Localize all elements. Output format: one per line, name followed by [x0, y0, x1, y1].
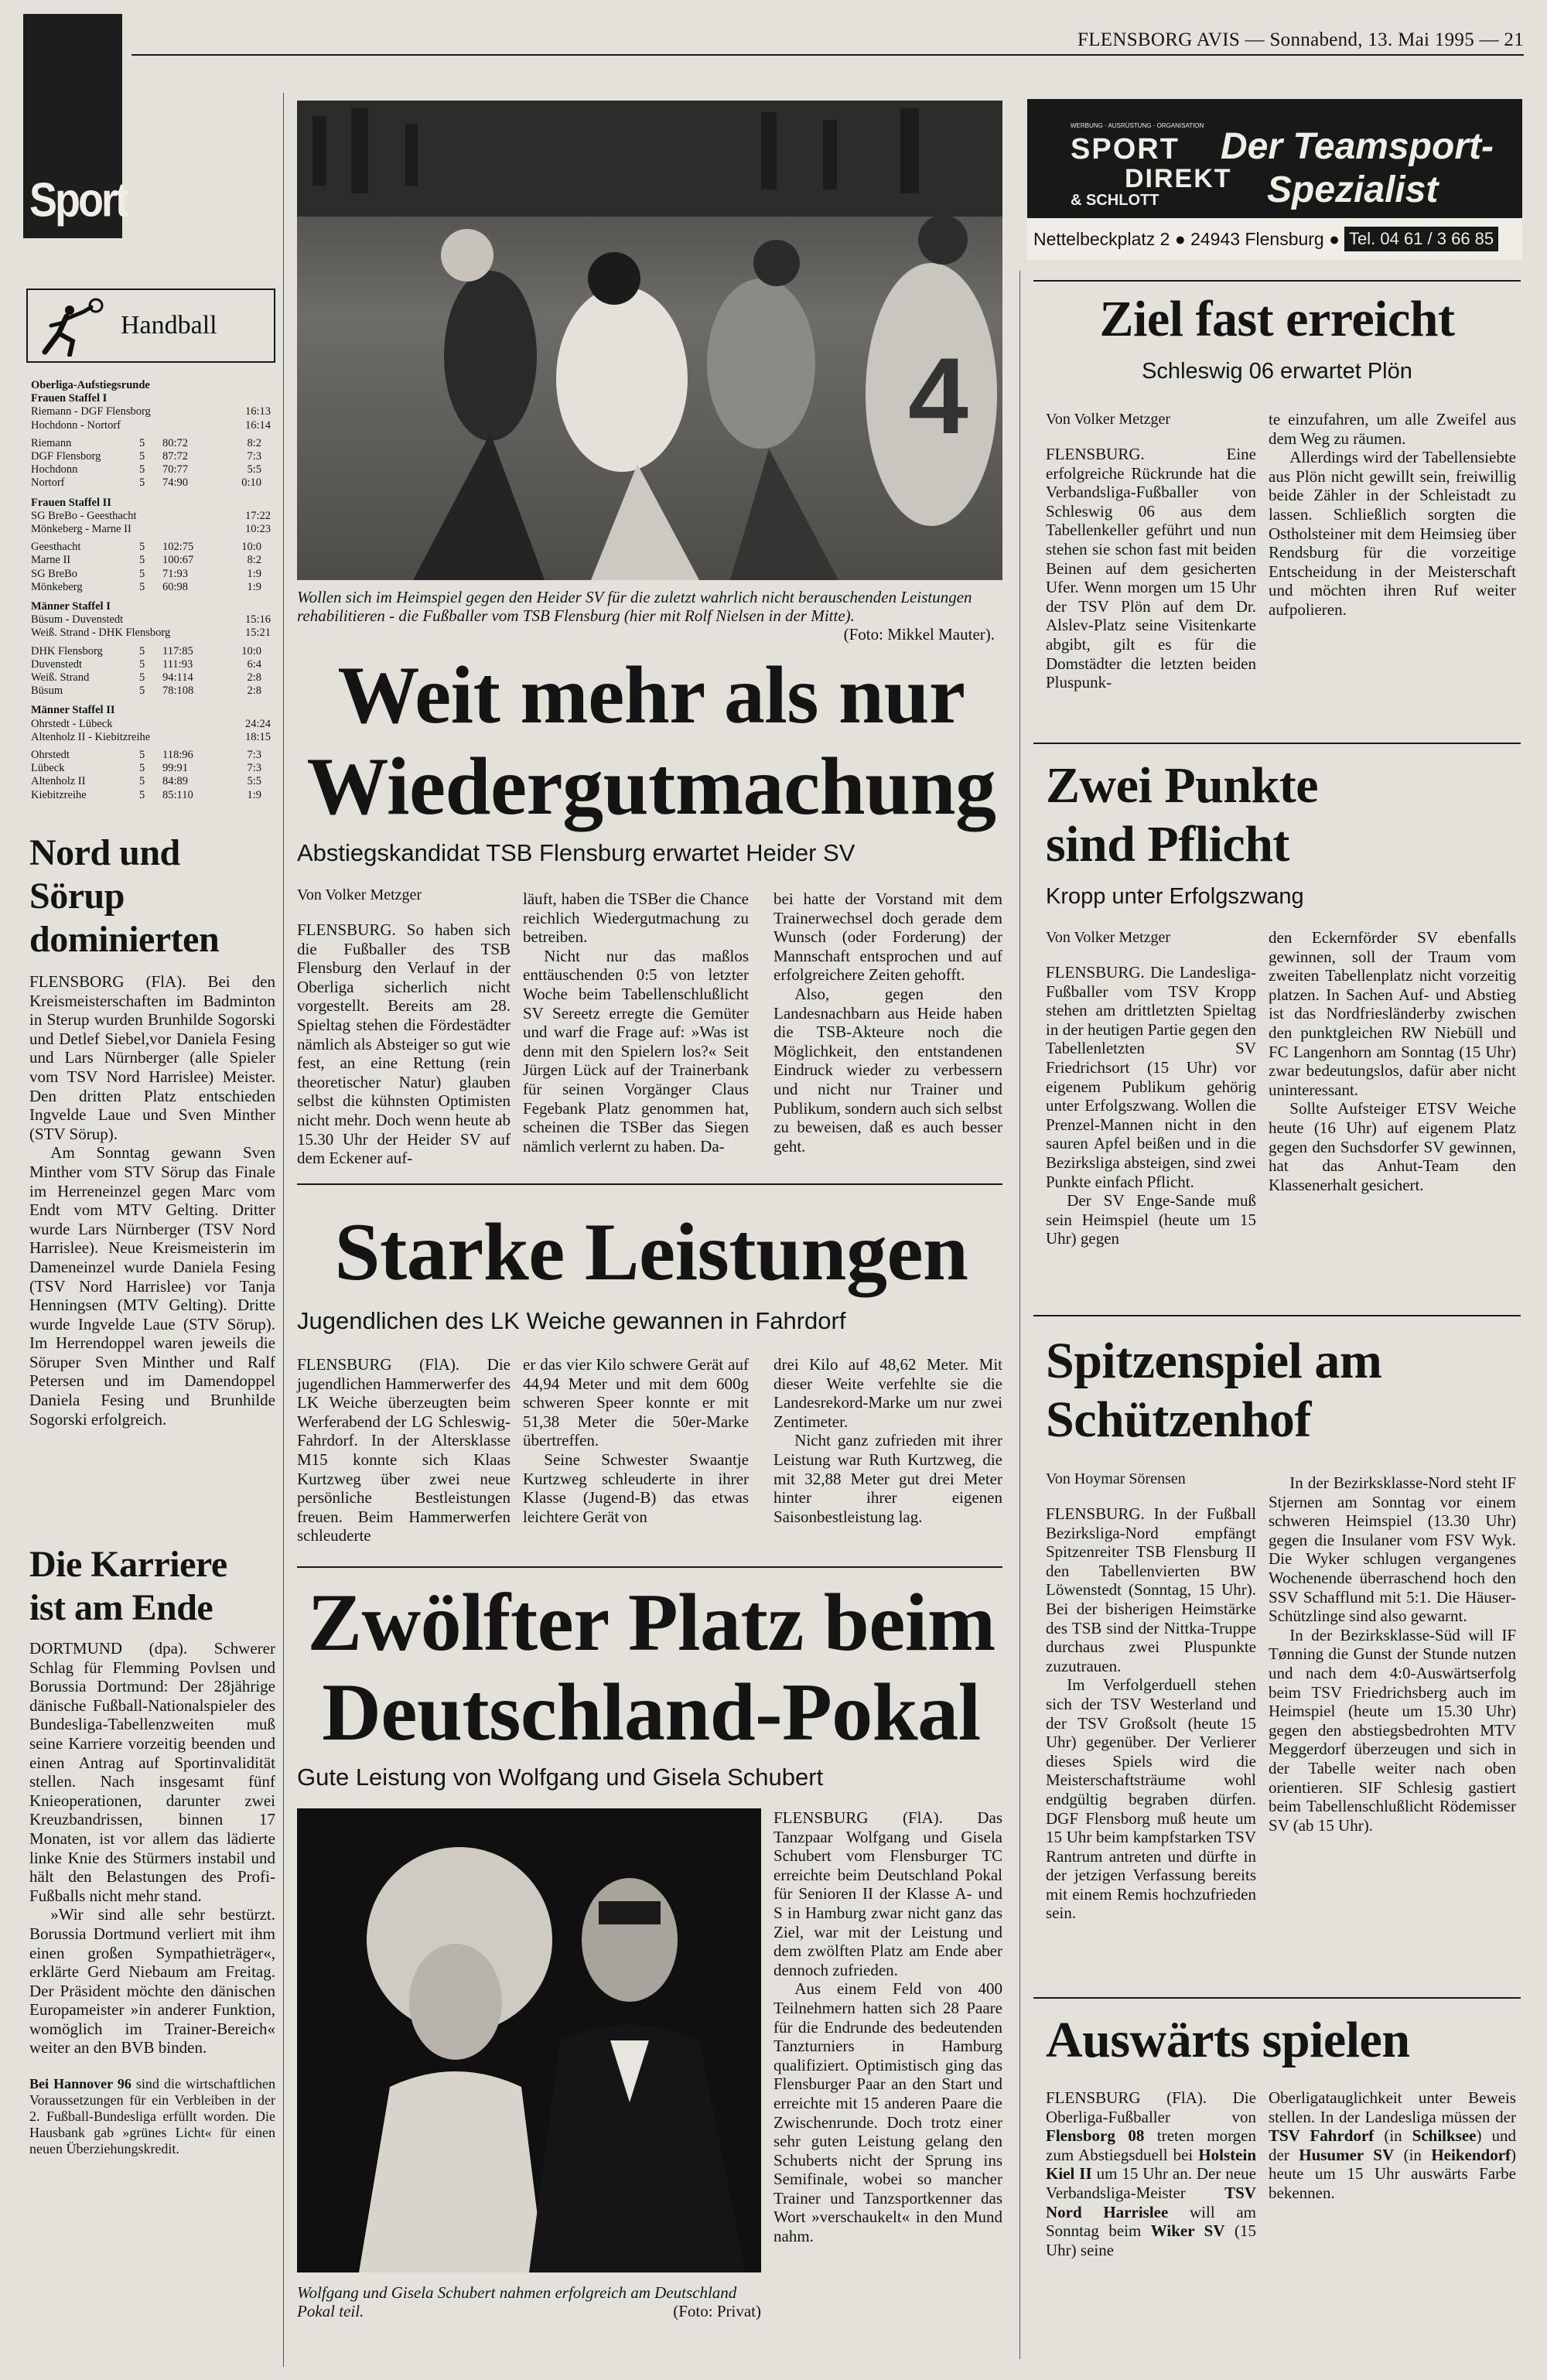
ad-slogan-1: Der Teamsport- [1221, 126, 1494, 167]
ad-logo-small: WERBUNG · AUSRÜSTUNG · ORGANISATION [1071, 122, 1204, 129]
standing-goals: 84:89 [162, 775, 189, 788]
nord-headline [29, 831, 275, 961]
standing-games: 5 [139, 644, 145, 657]
handball-title: Handball [121, 311, 217, 340]
zwolfter-headline-line-2: Deutschland-Pokal [322, 1667, 981, 1757]
standing-games: 5 [139, 436, 145, 449]
standing-row [31, 568, 271, 581]
zwei-col2-text-b: Sollte Aufsteiger ETSV Weiche heute (16 Uhr) auf eigenem Platz gegen den Suchsdorfer SV gewinnen, hat das Anhut-Team den Klassenerhalt gesichert. [1269, 1099, 1516, 1194]
ad-slogan-2: Spezialist [1267, 169, 1439, 210]
football-photo-caption [297, 588, 1002, 644]
standing-team: Weiß. Strand [31, 671, 90, 685]
weit-column-3 [774, 890, 1002, 1156]
nord-headline-line-3: dominierten [29, 919, 220, 960]
zwei-column-1 [1046, 928, 1256, 1248]
standing-points: 5:5 [247, 463, 261, 476]
ziel-col2-text-b: Allerdings wird der Tabellensiebte aus Plön nicht gewillt sein, freiwillig beide Zähler in der Schleistadt zu lassen. Schließlich sorgten die Ostholsteiner mit dem Heimsieg über Rendsburg für die vorzeitige Entscheidung in der Meisterschaft und möchten ihren Ruf weiter aufpolieren. [1269, 448, 1516, 619]
hannover-note-text: sind die wirtschaftlichen Voraussetzungen für ein Verbleiben in der 2. Fußball-Bundesliga erfüllt worden. Die Hausbank gab »grünes Licht« für einen neuen Überziehungskredit. [29, 2076, 276, 2157]
zwei-headline-line-2: sind Pflicht [1046, 816, 1289, 872]
result-match: Ohrstedt - Lübeck [31, 717, 113, 730]
spitzen-col1-text: FLENSBURG. In der Fußball Bezirksliga-Nord empfängt Spitzenreiter TSB Flensburg II den Tabellenvierten BW Löwenstedt (Sonntag, 15 Uhr). Bei der bisherigen Heimstärke des TSB sind der Nittka-Truppe durchaus zwei Pluspunkte zuzutrauen. [1046, 1504, 1256, 1675]
result-row [31, 731, 271, 744]
standing-points: 7:3 [247, 450, 261, 463]
standing-games: 5 [139, 567, 145, 580]
standing-points: 1:9 [247, 567, 261, 580]
standing-goals: 99:91 [162, 762, 189, 775]
result-score: 18:15 [244, 730, 271, 743]
standing-team: Marne II [31, 554, 71, 567]
spitzen-col1-text-b: Im Verfolgerduell stehen sich der TSV Westerland und der TSV Großsolt (heute 15 Uhr) gegenüber. Der Verlierer dieses Spiels wird die Meisterschaftsträume wohl endgültig begraben dürfen. DGF Flensborg muß heute um 15 Uhr beim kampfstarken TSV Rantrum antreten und dürfte in der jetzigen Verfassung bereits mit einem Remis hochzufrieden sein. [1046, 1675, 1256, 1923]
spitzen-byline: Von Hoymar Sörensen [1046, 1470, 1186, 1487]
spitzen-col2-text-b: In der Bezirksklasse-Süd will IF Tønning die Gunst der Stunde nutzen und nach dem 4:0-Auswärtserfolg beim TSV Friedrichsberg auch im Heimspiel (heute um 15.30 Uhr) gegen den abstiegsbedrohten MTV Meggerdorf überzeugen und sich in der Tabelle weiter nach oben orientieren. SIF Schlesig gastiert beim Tabellenschlußlicht Rödemisser SV (ab 15 Uhr). [1269, 1625, 1516, 1835]
spitzen-headline-line-1: Spitzenspiel am [1046, 1333, 1382, 1389]
auswarts-column-1 [1046, 2088, 1256, 2259]
standing-team: Nortorf [31, 476, 65, 490]
rule-ziel-top [1033, 280, 1521, 282]
standing-team: Ohrstedt [31, 749, 70, 762]
standing-team: Mönkeberg [31, 580, 83, 593]
result-match: Weiß. Strand - DHK Flensborg [31, 627, 171, 640]
result-match: SG BreBo - Geesthacht [31, 509, 137, 522]
zwolfter-paragraph-1: FLENSBURG (FlA). Das Tanzpaar Wolfgang und Gisela Schubert vom Flensburger TC erreichte beim Deutschland Pokal für Senioren II der Klasse A- und S in Hamburg zwar nicht ganz das Ziel, war mit der Leistung und dem zwölften Platz am Ende aber dennoch zufrieden. [774, 1808, 1002, 1979]
standing-row [31, 645, 271, 658]
standing-team: Altenholz II [31, 775, 86, 788]
ziel-headline: Ziel fast erreicht [1099, 291, 1455, 347]
result-score: 15:21 [244, 627, 271, 640]
result-row [31, 627, 271, 640]
standing-row [31, 775, 271, 788]
karriere-headline-line-2: ist am Ende [29, 1587, 213, 1628]
masthead: FLENSBORG AVIS — Sonnabend, 13. Mai 1995 — 21 [1077, 29, 1524, 50]
svg-text:4: 4 [908, 335, 968, 456]
zwei-headline-line-1: Zwei Punkte [1046, 757, 1319, 814]
standing-goals: 94:114 [162, 671, 193, 685]
sport-direkt-ad [1027, 99, 1522, 260]
zwei-byline: Von Volker Metzger [1046, 929, 1171, 946]
section-title: Sport [29, 173, 127, 227]
starke-column-1 [297, 1355, 511, 1545]
weit-headline [288, 650, 1015, 832]
zwei-headline [1046, 756, 1510, 874]
standing-team: SG BreBo [31, 567, 78, 580]
dance-photo-caption [297, 2283, 761, 2320]
hannover-note [29, 2076, 275, 2157]
standing-points: 10:0 [241, 541, 261, 554]
standing-points: 1:9 [247, 788, 261, 801]
zwolfter-headline-line-1: Zwölfter Platz beim [307, 1577, 995, 1668]
standing-goals: 102:75 [162, 541, 194, 554]
standing-row [31, 658, 271, 671]
standing-games: 5 [139, 749, 145, 762]
standing-goals: 111:93 [162, 657, 193, 671]
ziel-subtitle: Schleswig 06 erwartet Plön [1142, 359, 1412, 384]
dance-caption-text: Wolfgang und Gisela Schubert nahmen erfolgreich am Deutschland Pokal teil. [297, 2283, 737, 2320]
standing-team: Geesthacht [31, 541, 81, 554]
ad-logo-line-1: SPORT [1071, 133, 1180, 166]
ziel-column-2 [1269, 410, 1516, 620]
weit-col3-text-a: bei hatte der Vorstand mit dem Trainerwechsel doch gerade dem Wunsch (oder Forderung) der Mannschaft entsprochen und auf erfolgreichere Zeiten gehofft. [774, 890, 1002, 985]
rule-zwei-top [1033, 743, 1521, 744]
result-match: Riemann - DGF Flensborg [31, 405, 151, 418]
nord-paragraph-1: FLENSBORG (FlA). Bei den Kreismeisterschaften im Badminton in Sterup wurden Brunhilde Sogorski und Detlef Siebel,vor Daniela Fesing und Lars Nürnberger (alle Spieler vom TSV Nord Harrislee) Meister. Den dritten Platz entschieden Ingvelde Laue und Sven Minther (STV Sörup). [29, 972, 275, 1143]
standing-games: 5 [139, 762, 145, 775]
dance-photo-image [297, 1808, 761, 2272]
standing-row [31, 749, 271, 762]
standing-team: Kiebitzreihe [31, 788, 87, 801]
weit-column-1 [297, 886, 511, 1168]
rule-auswarts-top [1033, 1997, 1521, 1999]
starke-col1-text: FLENSBURG (FlA). Die jugendlichen Hammerwerfer des LK Weiche überzeugten beim Werferabend der LG Schleswig-Fahrdorf. In der Altersklasse M15 konnte sich Klaas Kurtzweg über zwei neue persönliche Bestleistungen freuen. Beim Hammerwerfen schleuderte [297, 1355, 511, 1545]
staffel-name: Männer Staffel II [31, 704, 115, 717]
handball-header [26, 289, 275, 363]
standing-points: 5:5 [247, 775, 261, 788]
rule-spitzen-top [1033, 1315, 1521, 1316]
result-score: 16:14 [244, 418, 271, 432]
zwolfter-paragraph-2: Aus einem Feld von 400 Teilnehmern hatten sich 28 Paare für die Endrunde des bedeutenden Tanzturniers in Hamburg qualifiziert. Optimistisch ging das Flensburger Paar an den Start und erreichte mit 15 anderen Paare die Zwischenrunde. Doch trotz einer sehr guten Leistung gelang den Schuberts nicht der Sprung ins Semifinale, wobei so mancher Trainer und Tanzsportkenner das Wort »verschaukelt« in den Mund nahm. [774, 1979, 1002, 2246]
result-score: 15:16 [244, 613, 271, 627]
result-score: 24:24 [244, 717, 271, 730]
starke-headline: Starke Leistungen [334, 1207, 968, 1297]
spitzen-headline [1046, 1332, 1518, 1450]
weit-headline-line-1: Weit mehr als nur [337, 650, 965, 740]
nord-headline-line-2: Sörup [29, 876, 125, 917]
result-row [31, 510, 271, 523]
standing-goals: 60:98 [162, 580, 189, 593]
standing-games: 5 [139, 463, 145, 476]
starke-column-3 [774, 1355, 1002, 1526]
ziel-col2-text-a: te einzufahren, um alle Zweifel aus dem Weg zu räumen. [1269, 410, 1516, 448]
ad-address-bar [1027, 218, 1522, 260]
standing-points: 2:8 [247, 685, 261, 698]
standing-row [31, 789, 271, 802]
handball-player-icon [36, 295, 107, 357]
standing-games: 5 [139, 775, 145, 788]
staffel-name: Männer Staffel I [31, 600, 111, 613]
nord-headline-line-1: Nord und [29, 832, 180, 873]
weit-col2-text-a: läuft, haben die TSBer die Chance reichlich Wiedergutmachung zu betreiben. [523, 890, 749, 947]
standing-team: Hochdonn [31, 463, 78, 476]
zwolfter-subtitle: Gute Leistung von Wolfgang und Gisela Schubert [297, 1764, 824, 1791]
standing-row [31, 554, 271, 567]
karriere-headline [29, 1543, 275, 1630]
football-caption-text: Wollen sich im Heimspiel gegen den Heider SV für die zuletzt wahrlich nicht berauschenden Leistungen rehabilitieren - die Fußballer vom TSB Flensburg (hier mit Rolf Nielsen in der Mitte). [297, 588, 972, 625]
karriere-article [29, 1543, 275, 2157]
standing-games: 5 [139, 541, 145, 554]
weit-column-2 [523, 890, 749, 1156]
standing-row [31, 762, 271, 775]
standing-goals: 118:96 [162, 749, 193, 762]
result-score: 17:22 [244, 509, 271, 522]
standing-row [31, 463, 271, 476]
standing-points: 7:3 [247, 762, 261, 775]
zwolfter-column [774, 1808, 1002, 2246]
ad-logo-line-3: & SCHLOTT [1071, 192, 1159, 209]
standing-goals: 78:108 [162, 685, 194, 698]
handball-table [31, 379, 271, 802]
result-row [31, 405, 271, 418]
standing-goals: 100:67 [162, 554, 194, 567]
standing-games: 5 [139, 671, 145, 685]
weit-col2-text-b: Nicht nur das maßlos enttäuschenden 0:5 von letzter Woche beim Tabellenschlußlicht SV Sereetz erregte die Gemüter und warf die Frage auf: »Was ist denn mit den Spielern los?« Seit Jürgen Lück auf der Trainerbank für seinen Vorgänger Claus Fegebank Platz genommen hat, scheinen die TSBer das Siegen nämlich verlernt zu haben. Da- [523, 946, 749, 1156]
weit-byline: Von Volker Metzger [297, 886, 422, 903]
standing-points: 10:0 [241, 644, 261, 657]
auswarts-column-2 [1269, 2088, 1516, 2203]
nord-article [29, 831, 275, 1429]
standing-goals: 117:85 [162, 644, 193, 657]
starke-col2-text-a: er das vier Kilo schwere Gerät auf 44,94 Meter und mit dem 600g schweren Speer konnte er mit 51,38 Meter die 50er-Marke übertreffen. [523, 1355, 749, 1450]
standing-team: DHK Flensborg [31, 644, 103, 657]
weit-col3-text-b: Also, gegen den Landesnachbarn aus Heide haben die TSB-Akteure noch die Möglichkeit, den entstandenen Eindruck wieder zu verbessern und nicht nur Trainer und Publikum, sondern auch sich selbst zu beweisen, daß es auch besser geht. [774, 984, 1002, 1156]
nord-paragraph-2: Am Sonntag gewann Sven Minther vom STV Sörup das Finale im Herreneinzel gegen Marc vom Endt vom MTV Gelting. Dritter wurde Lars Nürnberger (TSV Nord Harrislee). Neue Kreismeisterin im Dameneinzel wurde Daniela Fesing (TSV Nord Harrislee) vor Tanja Henningsen (MTV Gelting). Dritte wurde Ingvelde Laue (STV Sörup). Im Herrendoppel waren jeweils die Söruper Sven Minther und Ralf Petersen und im Damendoppel Daniela Fesing und Brunhilde Sogorski erfolgreich. [29, 1143, 275, 1429]
zwolfter-headline [288, 1578, 1015, 1757]
ziel-col1-text: FLENSBURG. Eine erfolgreiche Rückrunde hat die Verbandsliga-Fußballer von Schleswig 06 aus dem Tabellenkeller geführt und nun stehen sie schon fast mit beiden Beinen auf dem gesicherten Ufer. Wenn morgen um 15 Uhr der TSV Plön auf dem Dr. Alslev-Platz seine Visitenkarte abgibt, gilt es für die Domstädter die letzten beiden Pluspunk- [1046, 445, 1256, 692]
starke-subtitle: Jugendlichen des LK Weiche gewannen in Fahrdorf [297, 1307, 846, 1334]
zwei-col1-text: FLENSBURG. Die Landesliga-Fußballer vom TSV Kropp stehen am drittletzten Spieltag in der heutigen Partie gegen den Tabellenletzten SV Friedrichsort (15 Uhr) vor eigenem Publikum gehörig unter Erfolgszwang. Wollen die Prenzel-Mannen nicht in den sauren Apfel beißen und in die Bezirksliga absteigen, sind zwei Punkte einfach Pflicht. [1046, 963, 1256, 1191]
football-photo-image [297, 101, 1002, 580]
staffel-name: Frauen Staffel II [31, 496, 111, 509]
league-heading: Oberliga-Aufstiegsrunde [31, 379, 150, 391]
starke-col3-text-b: Nicht ganz zufrieden mit ihrer Leistung war Ruth Kurtzweg, die mit 32,88 Meter gut drei Meter hinter ihrer eigenen Saisonbestleistung lag. [774, 1431, 1002, 1526]
staffel-name: Frauen Staffel I [31, 392, 108, 405]
result-row [31, 419, 271, 432]
ad-phone: Tel. 04 61 / 3 66 85 [1344, 227, 1498, 251]
result-row [31, 718, 271, 731]
ad-address: Nettelbeckplatz 2 ● 24943 Flensburg ● [1033, 228, 1340, 249]
result-match: Hochdonn - Nortorf [31, 418, 121, 432]
standing-row [31, 541, 271, 554]
starke-col2-text-b: Seine Schwester Swaantje Kurtzweg schleuderte in ihrer Klasse (Jugend-B) das etwas leichtere Gerät von [523, 1450, 749, 1526]
right-column-rule [1019, 271, 1020, 2359]
hannover-note-bold: Bei Hannover 96 [29, 2076, 131, 2092]
standing-goals: 71:93 [162, 567, 189, 580]
standing-points: 6:4 [247, 657, 261, 671]
standing-team: Lübeck [31, 762, 65, 775]
standing-points: 1:9 [247, 580, 261, 593]
standing-goals: 80:72 [162, 436, 189, 449]
rule-starke-bottom [297, 1566, 1002, 1568]
starke-col3-text-a: drei Kilo auf 48,62 Meter. Mit dieser Weite verfehlte sie die Landesrekord-Marke um nur zwei Zentimeter. [774, 1355, 1002, 1431]
standing-goals: 74:90 [162, 476, 189, 490]
rule-weit-bottom [297, 1183, 1002, 1185]
starke-column-2 [523, 1355, 749, 1526]
ziel-column-1 [1046, 410, 1256, 692]
standing-points: 8:2 [247, 554, 261, 567]
spitzen-headline-line-2: Schützenhof [1046, 1391, 1311, 1448]
standing-goals: 85:110 [162, 788, 193, 801]
standing-games: 5 [139, 450, 145, 463]
standing-games: 5 [139, 580, 145, 593]
result-row [31, 523, 271, 536]
result-match: Mönkeberg - Marne II [31, 523, 131, 536]
standing-games: 5 [139, 554, 145, 567]
karriere-headline-line-1: Die Karriere [29, 1544, 227, 1585]
auswarts-col2-text: Oberligatauglichkeit unter Beweis stellen. In der Landesliga müssen der TSV Fahrdorf (in Schilksee) und der Husumer SV (in Heikendorf) heute um 15 Uhr auswärts Farbe bekennen. [1269, 2088, 1517, 2202]
standing-row [31, 476, 271, 490]
standing-games: 5 [139, 685, 145, 698]
standing-points: 0:10 [241, 476, 261, 490]
ad-logo-line-2: DIREKT [1125, 164, 1232, 193]
standing-goals: 70:77 [162, 463, 189, 476]
standing-points: 8:2 [247, 436, 261, 449]
result-row [31, 613, 271, 627]
standing-row [31, 450, 271, 463]
zwei-subtitle: Kropp unter Erfolgszwang [1046, 884, 1304, 909]
standing-row [31, 437, 271, 450]
football-photo-credit: (Foto: Mikkel Mauter). [843, 625, 995, 644]
auswarts-headline: Auswärts spielen [1046, 2012, 1410, 2068]
standing-team: DGF Flensborg [31, 450, 101, 463]
header-rule [131, 54, 1524, 56]
result-match: Altenholz II - Kiebitzreihe [31, 730, 151, 743]
ziel-byline: Von Volker Metzger [1046, 411, 1171, 428]
result-match: Büsum - Duvenstedt [31, 613, 124, 627]
result-score: 10:23 [244, 523, 271, 536]
dance-photo-credit: (Foto: Privat) [673, 2302, 761, 2320]
standing-games: 5 [139, 657, 145, 671]
spitzen-col2-text-a: In der Bezirksklasse-Nord steht IF Stjernen am Sonntag vor einem schweren Heimspiel (13.30 Uhr) gegen die Insulaner vom FSV Wyk. Die Wyker schlugen vergangenes Wochenende überraschend hoch den SSV Schafflund mit 5:1. Die Häuser-Schützlinge sind also gewarnt. [1269, 1473, 1516, 1626]
standing-games: 5 [139, 788, 145, 801]
standing-goals: 87:72 [162, 450, 189, 463]
zwei-col2-text-a: den Eckernförder SV ebenfalls gewinnen, soll der Traum vom zweiten Tabellenplatz nicht vorzeitig platzen. In Sachen Auf- und Abstieg ist das Nordfriesländerby zwischen den punktgleichen RW Niebüll und FC Langenhorn am Sonntag (15 Uhr) zwar bedeutungslos, dafür aber nicht uninteressant. [1269, 928, 1516, 1099]
karriere-paragraph-2: »Wir sind alle sehr bestürzt. Borussia Dortmund verliert mit ihm einen großen Sympathieträger«, erklärte Gerd Niebaum am Freitag. Der Präsident möchte den dänischen Europameister »in anderer Funktion, womöglich im Trainer-Bereich« weiter an den BVB binden. [29, 1905, 275, 2057]
spitzen-column-2 [1269, 1473, 1516, 1835]
spitzen-column-1 [1046, 1470, 1256, 1923]
result-score: 16:13 [244, 405, 271, 418]
auswarts-col1-text: FLENSBURG (FlA). Die Oberliga-Fußballer von Flensborg 08 treten morgen zum Abstiegsduell bei Holstein Kiel II um 15 Uhr an. Der neue Verbandsliga-Meister TSV Nord Harrislee will am Sonntag beim Wiker SV (15 Uhr) seine [1046, 2088, 1257, 2259]
standing-points: 7:3 [247, 749, 261, 762]
standing-row [31, 581, 271, 594]
karriere-paragraph-1: DORTMUND (dpa). Schwerer Schlag für Flemming Povlsen und Borussia Dortmund: Der 28jährige dänische Fußball-Nationalspieler des Bundesliga-Tabellenzweiten muß seine Karriere vorzeitig beenden und einen Antrag auf Sportinvalidität stellen. Nach insgesamt fünf Knieoperationen, darunter zwei Kreuzbandrissen, binnen 17 Monaten, ist vor allem das lädierte linke Knie des Stürmers instabil und hält den Belastungen des Profi-Fußballs nicht mehr stand. [29, 1639, 275, 1905]
standing-team: Duvenstedt [31, 657, 83, 671]
weit-subtitle: Abstiegskandidat TSB Flensburg erwartet Heider SV [297, 839, 855, 866]
zwei-column-2 [1269, 928, 1516, 1194]
standing-row [31, 671, 271, 685]
zwei-col1-text-b: Der SV Enge-Sande muß sein Heimspiel (heute um 15 Uhr) gegen [1046, 1191, 1256, 1248]
football-photo [297, 101, 1002, 580]
dance-photo [297, 1808, 761, 2272]
sport-section-box [23, 14, 127, 238]
weit-headline-line-2: Wiedergutmachung [306, 741, 996, 831]
standing-points: 2:8 [247, 671, 261, 685]
standing-row [31, 685, 271, 698]
weit-col1-text: FLENSBURG. So haben sich die Fußballer des TSB Flensburg den Verlauf in der Oberliga sicherlich nicht vorgestellt. Bereits am 28. Spieltag stehen die Fördestädter nämlich als Absteiger so gut wie fest, an eine Rettung (rein theoretischer Natur) glauben selbst die kühnsten Optimisten nicht mehr. Doch wenn heute ab 15.30 Uhr der Heider SV auf dem Eckener auf- [297, 920, 511, 1168]
left-column-rule [283, 93, 284, 2367]
standing-team: Riemann [31, 436, 72, 449]
standing-games: 5 [139, 476, 145, 490]
standing-team: Büsum [31, 685, 63, 698]
